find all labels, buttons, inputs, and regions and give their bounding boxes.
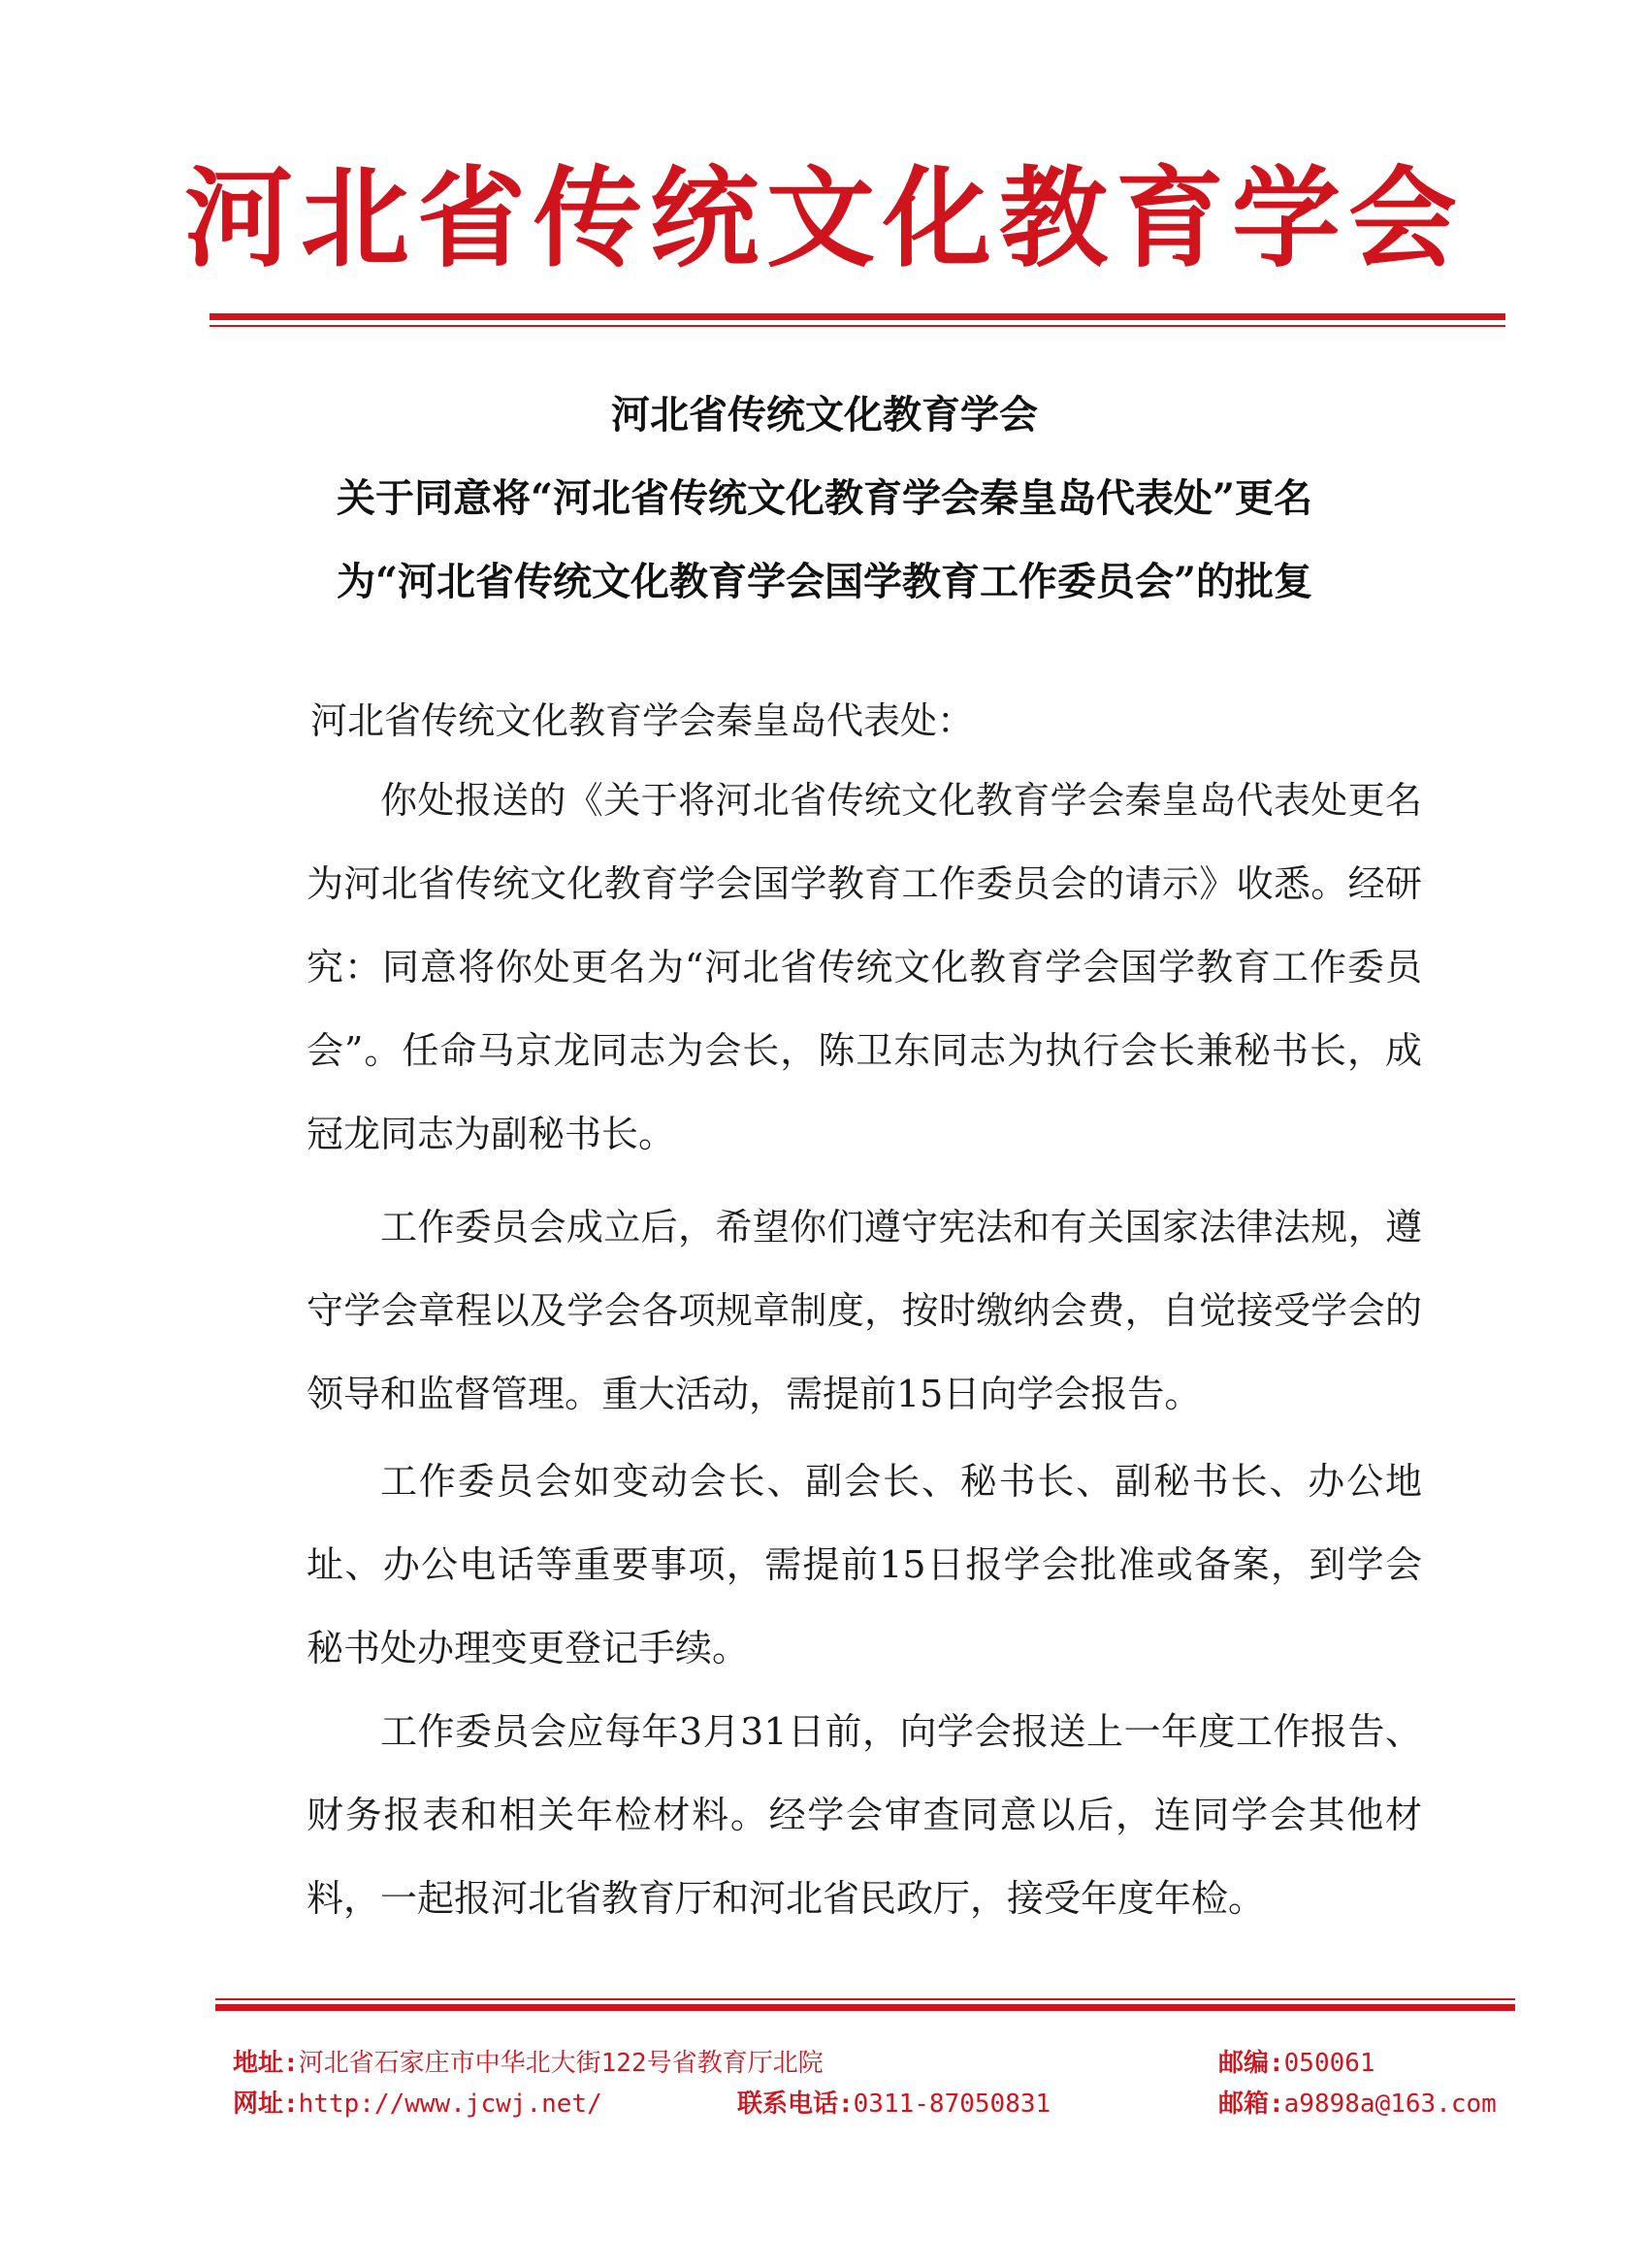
footer-rule-thick	[215, 2004, 1515, 2011]
footer-rule-thin	[215, 1998, 1515, 2000]
footer-email-label: 邮箱:	[1218, 2090, 1284, 2119]
body-paragraph-1: 你处报送的《关于将河北省传统文化教育学会秦皇岛代表处更名为河北省传统文化教育学会国学教育工作委员会的请示》收悉。经研究：同意将你处更名为“河北省传统文化教育学会国学教育工作委员会”。任命马京龙同志为会长，陈卫东同志为执行会长兼秘书长，成冠龙同志为副秘书长。	[307, 779, 1422, 1155]
footer-address	[233, 2043, 824, 2079]
footer-email-value[interactable]: a9898a@163.com	[1283, 2090, 1497, 2119]
footer-postcode	[1218, 2043, 1375, 2079]
body-paragraph-2: 工作委员会成立后，希望你们遵守宪法和有关国家法律法规，遵守学会章程以及学会各项规章制度，按时缴纳会费，自觉接受学会的领导和监督管理。重大活动，需提前15日向学会报告。	[307, 1206, 1422, 1415]
footer-phone-value: 0311-87050831	[853, 2090, 1051, 2119]
body-paragraph-3: 工作委员会如变动会长、副会长、秘书长、副秘书长、办公地址、办公电话等重要事项，需提前15日报学会批准或备案，到学会秘书处办理变更登记手续。	[307, 1460, 1422, 1669]
footer-address-value: 河北省石家庄市中华北大街122号省教育厅北院	[298, 2049, 824, 2078]
footer-website-label: 网址:	[233, 2090, 299, 2119]
doc-title-line-3: 为“河北省传统文化教育学会国学教育工作委员会”的批复	[336, 559, 1312, 604]
footer-email	[1218, 2084, 1497, 2120]
letterhead-org-name: 河北省传统文化教育学会	[184, 155, 1465, 282]
footer-postcode-value: 050061	[1283, 2049, 1375, 2078]
doc-title-line-1: 河北省传统文化教育学会	[611, 392, 1038, 437]
letterhead-rule-thin	[210, 325, 1505, 327]
footer-address-label: 地址:	[233, 2049, 299, 2078]
addressee: 河北省传统文化教育学会秦皇岛代表处：	[310, 699, 975, 742]
footer-website-value[interactable]: http://www.jcwj.net/	[298, 2090, 602, 2119]
letterhead-rule-thick	[210, 313, 1505, 320]
body-paragraph-4: 工作委员会应每年3月31日前，向学会报送上一年度工作报告、财务报表和相关年检材料。经学会审查同意以后，连同学会其他材料，一起报河北省教育厅和河北省民政厅，接受年度年检。	[307, 1710, 1422, 1920]
doc-title-line-2: 关于同意将“河北省传统文化教育学会秦皇岛代表处”更名	[336, 475, 1312, 521]
footer-phone-label: 联系电话:	[737, 2090, 854, 2119]
footer-website	[233, 2084, 602, 2120]
footer-postcode-label: 邮编:	[1218, 2049, 1284, 2078]
footer-phone	[737, 2084, 1051, 2120]
